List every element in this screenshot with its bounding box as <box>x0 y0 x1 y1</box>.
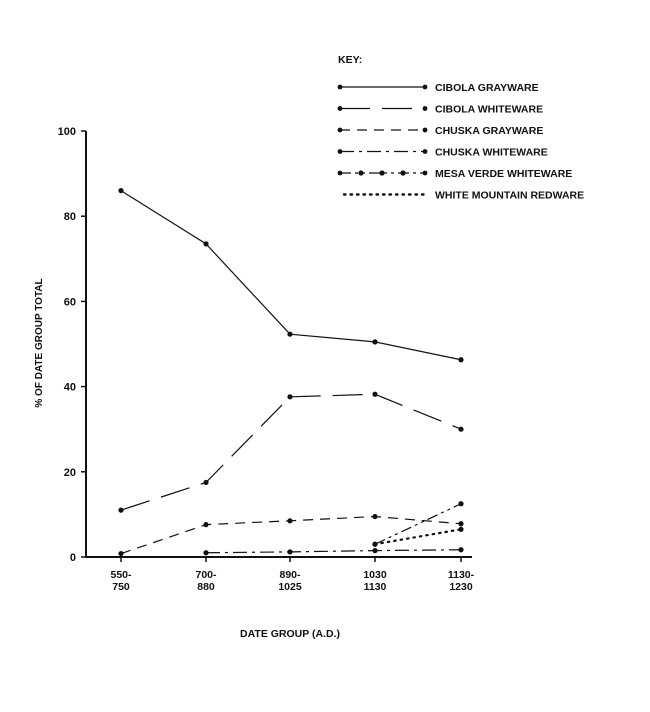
data-point <box>287 549 292 554</box>
data-point <box>458 521 463 526</box>
y-tick-label: 0 <box>69 552 76 564</box>
legend-marker <box>423 85 428 90</box>
data-point <box>287 518 292 523</box>
legend-entry <box>338 125 544 137</box>
data-point <box>372 542 377 547</box>
legend-label: CHUSKA GRAYWARE <box>435 125 544 137</box>
legend-marker <box>423 171 428 176</box>
data-point <box>203 550 208 555</box>
y-tick-label: 60 <box>63 296 76 309</box>
series-line <box>375 529 461 544</box>
y-tick-label: 100 <box>57 126 76 138</box>
x-tick-label: 1130- <box>447 569 475 581</box>
legend <box>338 82 585 202</box>
x-tick-label: 1230 <box>449 581 473 593</box>
legend-marker <box>338 85 343 90</box>
data-point <box>203 241 208 246</box>
legend-entry <box>338 147 548 159</box>
legend-label: CHUSKA WHITEWARE <box>435 146 548 159</box>
series-layer <box>118 188 463 556</box>
legend-entry <box>338 82 539 94</box>
data-point <box>287 394 292 399</box>
data-point <box>458 357 463 362</box>
x-axis-title: DATE GROUP (A.D.) <box>240 628 340 640</box>
series-cibola-whiteware <box>118 392 463 513</box>
series-white-mountain-redware <box>372 527 463 547</box>
data-point <box>372 339 377 344</box>
legend-label: WHITE MOUNTAIN REDWARE <box>435 189 585 202</box>
x-tick-label: 1025 <box>278 581 302 593</box>
x-tick-label: 700- <box>195 569 217 581</box>
legend-entry <box>338 104 544 116</box>
legend-marker <box>338 106 343 111</box>
x-tick-label: 880 <box>197 581 215 593</box>
data-point <box>287 332 292 337</box>
data-point <box>372 392 377 397</box>
data-point <box>458 547 463 552</box>
legend-entry <box>338 168 573 180</box>
series-chuska-whiteware <box>203 547 463 555</box>
data-point <box>458 427 463 432</box>
x-tick-label: 1130 <box>363 581 387 593</box>
series-line <box>375 504 461 544</box>
legend-marker <box>423 128 428 133</box>
x-tick-label: 1030 <box>363 569 387 581</box>
legend-marker <box>423 149 428 154</box>
legend-title: KEY: <box>338 54 363 66</box>
legend-marker <box>338 128 343 133</box>
legend-marker <box>338 149 343 154</box>
y-axis-title: % OF DATE GROUP TOTAL <box>34 278 45 408</box>
data-point <box>372 548 377 553</box>
axes <box>58 126 475 593</box>
legend-marker <box>338 171 343 176</box>
y-tick-label: 40 <box>63 381 76 394</box>
legend-label: MESA VERDE WHITEWARE <box>435 168 573 180</box>
x-tick-label: 890- <box>279 569 301 581</box>
data-point <box>372 514 377 519</box>
data-point <box>118 551 123 556</box>
series-cibola-grayware <box>118 188 463 362</box>
series-line <box>206 550 461 553</box>
y-tick-label: 20 <box>63 466 76 479</box>
legend-label: CIBOLA WHITEWARE <box>435 103 544 116</box>
x-tick-label: 750 <box>112 581 130 593</box>
data-point <box>118 508 123 513</box>
legend-marker <box>379 170 384 175</box>
data-point <box>118 188 123 193</box>
legend-entry <box>344 190 584 202</box>
legend-marker <box>400 170 405 175</box>
series-line <box>121 394 461 510</box>
x-tick-label: 550- <box>110 569 132 581</box>
y-tick-label: 80 <box>63 211 76 224</box>
data-point <box>203 522 208 527</box>
data-point <box>458 501 463 506</box>
data-point <box>203 480 208 485</box>
legend-marker <box>358 170 363 175</box>
data-point <box>458 527 463 532</box>
series-mesa-verde-whiteware <box>372 501 463 547</box>
legend-marker <box>423 106 428 111</box>
legend-label: CIBOLA GRAYWARE <box>435 82 539 94</box>
